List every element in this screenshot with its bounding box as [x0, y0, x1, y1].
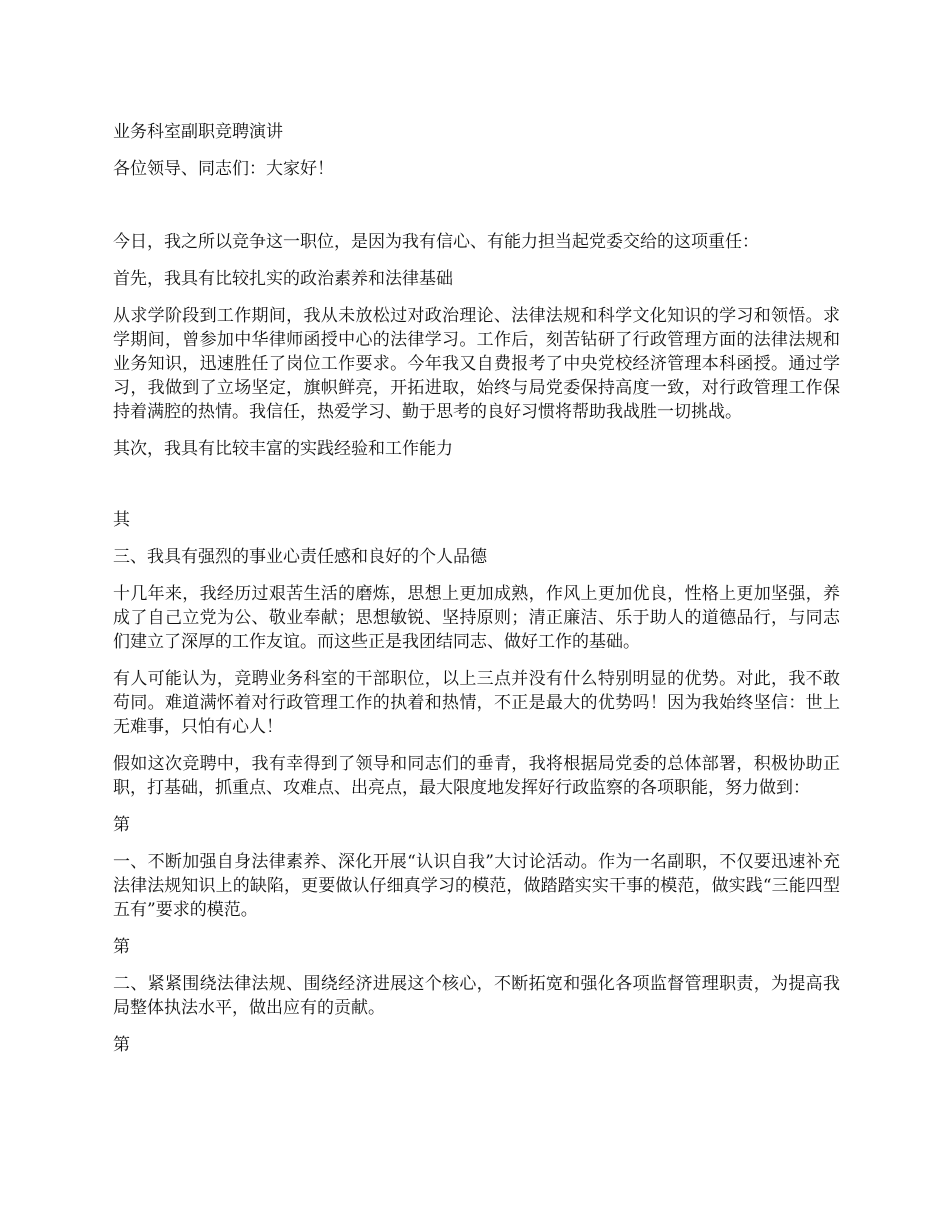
fragment-di-1: 第: [113, 815, 130, 835]
paragraph-point-one: 一、不断加强自身法律素养、深化开展“认识自我”大讨论活动。作为一名副职，不仅要迅速补充法律法规知识上的缺陷，更要做认仔细真学习的模范，做踏踏实实干事的模范，做实践“三能四型五有”要求的模范。: [113, 852, 840, 920]
heading-first: 首先，我具有比较扎实的政治素养和法律基础: [113, 269, 453, 289]
heading-second: 其次，我具有比较丰富的实践经验和工作能力: [113, 439, 453, 459]
paragraph-commitment: 假如这次竞聘中，我有幸得到了领导和同志们的垂青，我将根据局党委的总体部署，积极协助正职，打基础，抓重点、攻难点、出亮点，最大限度地发挥好行政监察的各项职能，努力做到：: [113, 754, 840, 798]
fragment-di-2: 第: [113, 937, 130, 957]
paragraph-study: 从求学阶段到工作期间，我从未放松过对政治理论、法律法规和科学文化知识的学习和领悟。求学期间，曾参加中华律师函授中心的法律学习。工作后，刻苦钻研了行政管理方面的法律法规和业务知识，迅速胜任了岗位工作要求。今年我又自费报考了中央党校经济管理本科函授。通过学习，我做到了立场坚定，旗帜鲜亮，开拓进取，始终与局党委保持高度一致，对行政管理工作保持着满腔的热情。我信任，热爱学习、勤于思考的良好习惯将帮助我战胜一切挑战。: [113, 306, 840, 422]
document-page: [113, 120, 840, 1070]
paragraph-point-two: 二、紧紧围绕法律法规、围绕经济进展这个核心，不断拓宽和强化各项监督管理职责，为提高我局整体执法水平，做出应有的贡献。: [113, 974, 840, 1018]
fragment-di-3: 第: [113, 1035, 130, 1055]
heading-third: 三、我具有强烈的事业心责任感和良好的个人品德: [113, 547, 487, 567]
greeting: 各位领导、同志们：大家好！: [113, 159, 334, 179]
paragraph-advantage: 有人可能认为，竞聘业务科室的干部职位，以上三点并没有什么特别明显的优势。对此，我不敢苟同。难道满怀着对行政管理工作的执着和热情，不正是最大的优势吗！因为我始终坚信：世上无难事，只怕有心人！: [113, 669, 840, 737]
paragraph-intro: 今日，我之所以竞争这一职位，是因为我有信心、有能力担当起党委交给的这项重任：: [113, 232, 759, 252]
paragraph-character: 十几年来，我经历过艰苦生活的磨炼，思想上更加成熟，作风上更加优良，性格上更加坚强，养成了自己立党为公、敬业奉献；思想敏锐、坚持原则；清正廉洁、乐于助人的道德品行，与同志们建立了深厚的工作友谊。而这些正是我团结同志、做好工作的基础。: [113, 584, 840, 652]
fragment-qi: 其: [113, 510, 130, 530]
document-title: 业务科室副职竞聘演讲: [113, 122, 283, 142]
